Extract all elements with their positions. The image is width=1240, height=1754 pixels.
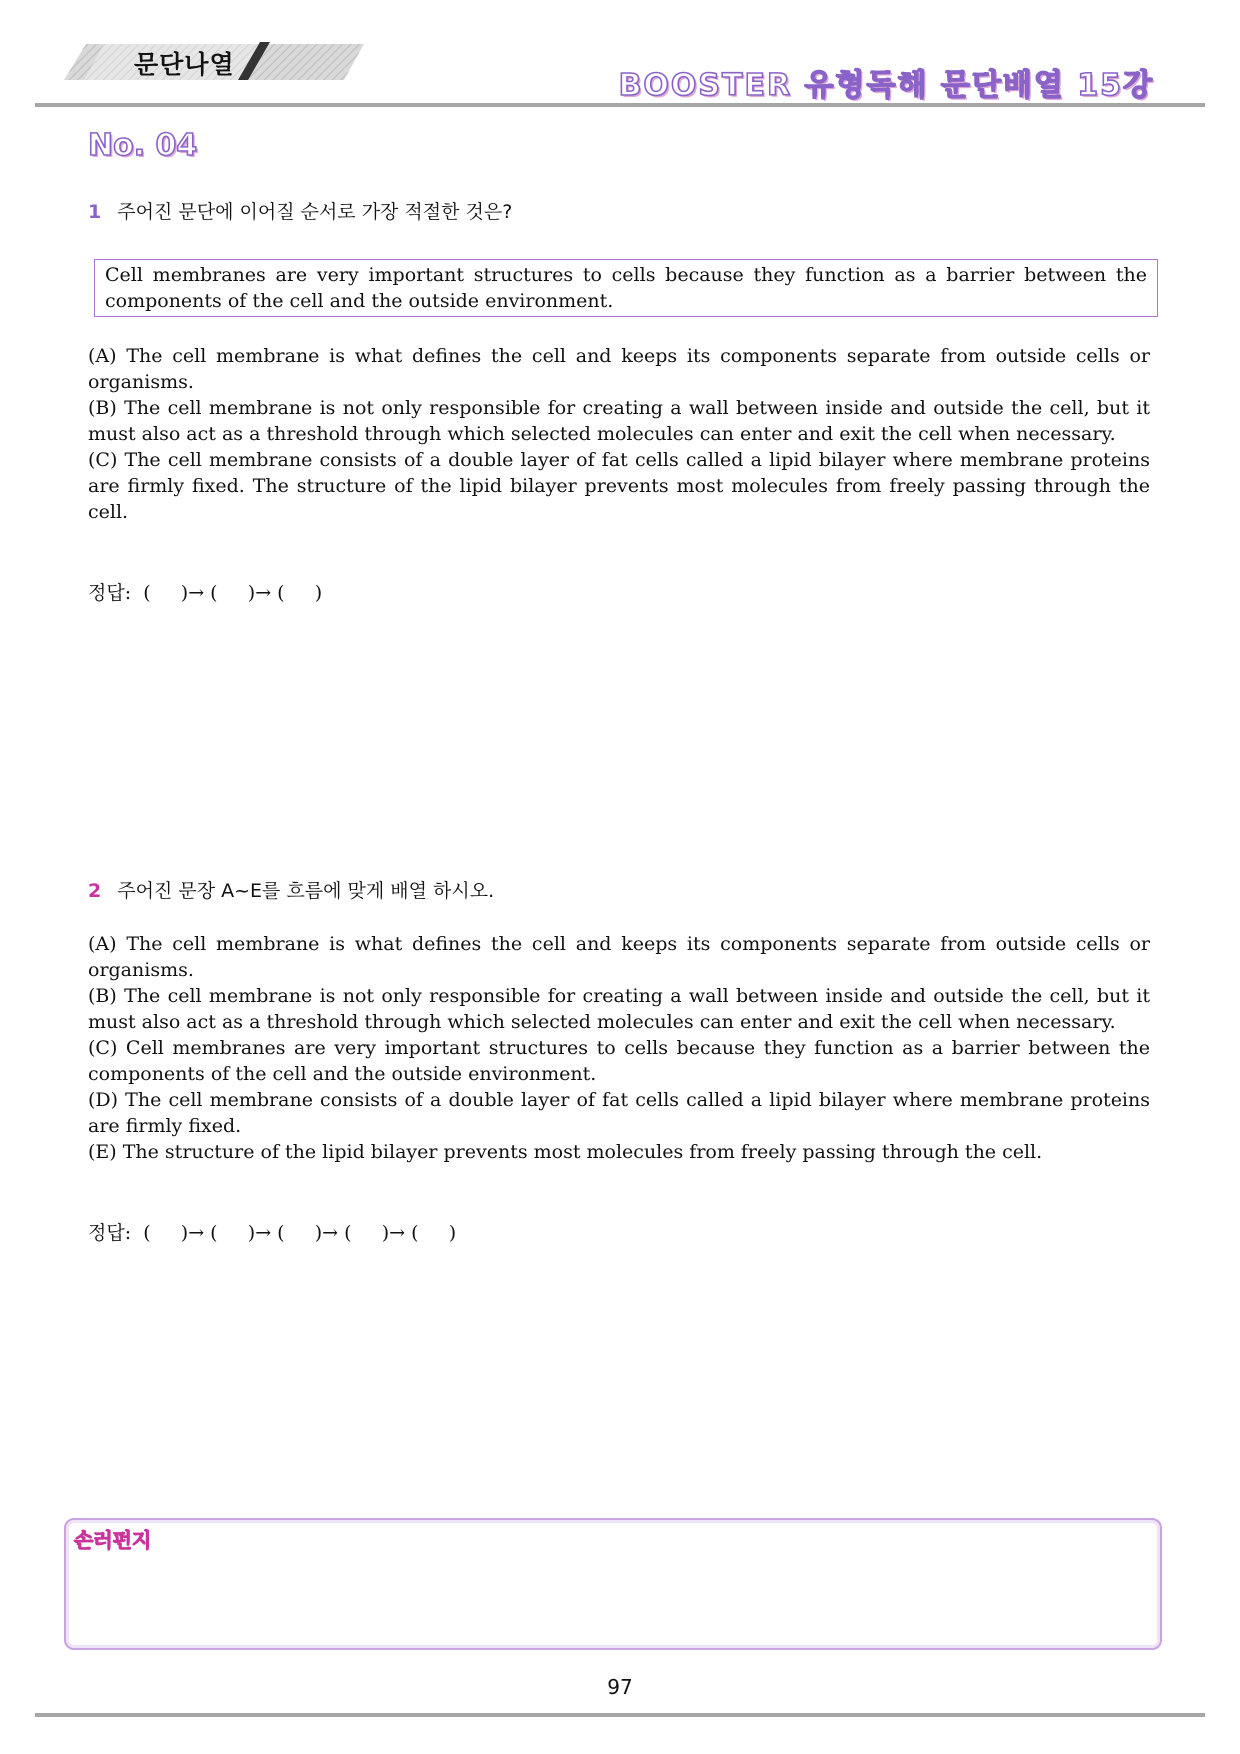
series-title: BOOSTER 유형독해 문단배열 15강: [618, 68, 1154, 103]
section-tab: [64, 42, 364, 80]
given-paragraph-box: [94, 259, 1158, 317]
question-1-prompt-line: [88, 197, 512, 224]
sentence-a: (A) The cell membrane is what defines the cell and keeps its components separate from outside cells or organisms.: [88, 933, 1150, 981]
sentence-b: (B) The cell membrane is not only responsible for creating a wall between inside and outside the cell, but it must also act as a threshold through which selected molecules can enter and exit the cell when necessary.: [88, 985, 1150, 1033]
summary-box[interactable]: [64, 1518, 1162, 1650]
option-c: (C) The cell membrane consists of a double layer of fat cells called a lipid bilayer where membrane proteins are firmly fixed. The structure of the lipid bilayer prevents most molecules from freely passing through the cell.: [88, 449, 1150, 523]
option-a: (A) The cell membrane is what defines the cell and keeps its components separate from outside cells or organisms.: [88, 345, 1150, 393]
section-label: 문단나열: [134, 50, 235, 79]
page-number: 97: [607, 1675, 633, 1699]
question-2-prompt: 주어진 문장 A~E를 흐름에 맞게 배열 하시오.: [117, 880, 495, 902]
top-divider: [35, 103, 1205, 107]
problem-number: No. 04: [88, 128, 198, 163]
question-1-prompt: 주어진 문단에 이어질 순서로 가장 적절한 것은?: [117, 201, 513, 223]
bottom-divider: [35, 1713, 1205, 1717]
question-1-answer-blanks[interactable]: 정답: ( )→ ( )→ ( ): [88, 582, 323, 604]
option-b: (B) The cell membrane is not only responsible for creating a wall between inside and outside the cell, but it must also act as a threshold through which selected molecules can enter and exit the cell when necessary.: [88, 397, 1150, 445]
given-paragraph: Cell membranes are very important structures to cells because they function as a barrier between the components of the cell and the outside environment.: [105, 264, 1147, 312]
question-1-options: [88, 343, 1150, 525]
sentence-e: (E) The structure of the lipid bilayer prevents most molecules from freely passing through the cell.: [88, 1141, 1043, 1163]
question-2-options: [88, 931, 1150, 1165]
question-2-prompt-line: [88, 876, 494, 903]
sentence-d: (D) The cell membrane consists of a double layer of fat cells called a lipid bilayer where membrane proteins are firmly fixed.: [88, 1089, 1150, 1137]
sentence-c: (C) Cell membranes are very important structures to cells because they function as a barrier between the components of the cell and the outside environment.: [88, 1037, 1150, 1085]
question-2-number: 2: [88, 880, 102, 902]
question-1-number: 1: [88, 201, 102, 223]
summary-label: 손러펀지: [74, 1528, 152, 1552]
question-2-answer-blanks[interactable]: 정답: ( )→ ( )→ ( )→ ( )→ ( ): [88, 1222, 457, 1244]
